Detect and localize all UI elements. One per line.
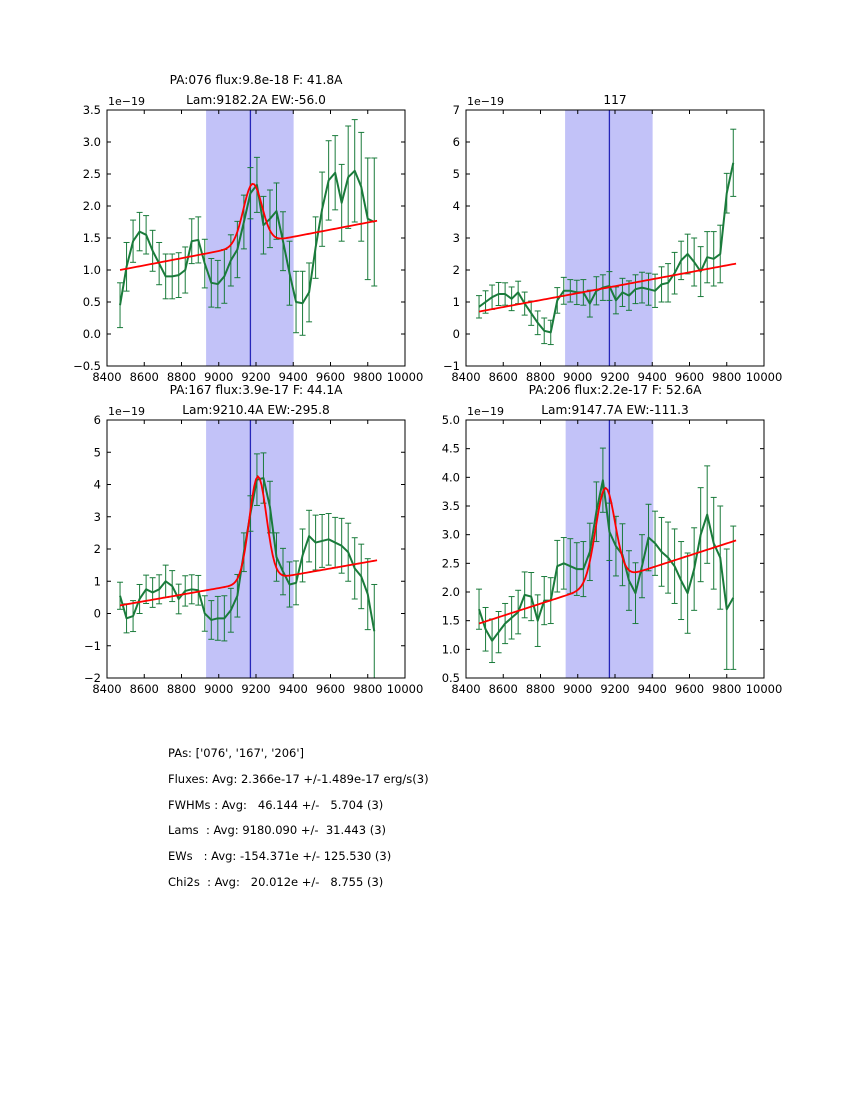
y-tick-label: 4 <box>452 199 460 213</box>
x-tick-label: 10000 <box>745 682 783 696</box>
y-tick-label: 6 <box>93 413 101 427</box>
x-tick-label: 9400 <box>278 682 308 696</box>
stats-line-ews: EWs : Avg: -154.371e +/- 125.530 (3) <box>168 849 392 864</box>
y-tick-label: 7 <box>452 103 460 117</box>
subplot-title: PA:167 flux:3.9e-17 F: 44.1A <box>169 383 343 397</box>
x-tick-label: 8400 <box>451 370 481 384</box>
subplot-pa167-chart <box>52 372 427 708</box>
axis-offset-label: 1e−19 <box>108 405 145 418</box>
y-tick-label: 1.5 <box>82 231 101 245</box>
x-tick-label: 9000 <box>563 370 593 384</box>
subplot-pa076 <box>52 62 427 400</box>
x-tick-label: 8400 <box>451 682 481 696</box>
y-tick-label: 2.0 <box>82 199 101 213</box>
subplot-title: Lam:9182.2A EW:-56.0 <box>186 93 326 107</box>
y-tick-label: 0 <box>93 606 101 621</box>
subplot-pa167 <box>52 372 427 712</box>
x-tick-label: 9200 <box>600 370 630 384</box>
x-tick-label: 9200 <box>241 682 271 696</box>
x-tick-label: 9200 <box>241 370 271 384</box>
subplot-title: Lam:9147.7A EW:-111.3 <box>541 403 689 417</box>
y-tick-label: 2 <box>452 263 460 277</box>
y-tick-label: 3 <box>452 231 460 245</box>
x-tick-label: 8600 <box>129 682 159 696</box>
x-tick-label: 9600 <box>674 370 705 384</box>
y-tick-label: 2.0 <box>441 585 460 599</box>
subplot-title: PA:206 flux:2.2e-17 F: 52.6A <box>528 383 702 397</box>
y-tick-label: 3.0 <box>82 135 101 149</box>
stats-line-fwhms: FWHMs : Avg: 46.144 +/- 5.704 (3) <box>168 797 384 812</box>
x-tick-label: 9000 <box>204 682 234 696</box>
x-tick-label: 10000 <box>386 682 424 696</box>
y-tick-label: 4 <box>93 477 101 492</box>
y-tick-label: 0.5 <box>441 671 460 685</box>
x-tick-label: 9600 <box>315 682 346 696</box>
stats-line-chi2s: Chi2s : Avg: 20.012e +/- 8.755 (3) <box>168 874 384 889</box>
y-tick-label: 1 <box>93 574 101 589</box>
axis-offset-label: 1e−19 <box>108 95 145 108</box>
stats-line-lams: Lams : Avg: 9180.090 +/- 31.443 (3) <box>168 823 387 838</box>
y-tick-label: −1 <box>443 359 460 373</box>
y-tick-label: 1.0 <box>82 263 101 277</box>
x-tick-label: 9400 <box>637 682 667 696</box>
x-tick-label: 9800 <box>353 682 383 696</box>
subplot-pa206-chart <box>411 372 786 708</box>
y-tick-label: 3.5 <box>441 499 460 513</box>
x-tick-label: 8800 <box>166 370 197 384</box>
x-tick-label: 9000 <box>204 370 234 384</box>
stats-line-fluxes: Fluxes: Avg: 2.366e-17 +/-1.489e-17 erg/s(3) <box>168 771 429 786</box>
y-tick-label: 1.5 <box>441 613 460 628</box>
y-tick-label: 3.0 <box>441 527 460 542</box>
y-tick-label: 5 <box>93 445 101 460</box>
x-tick-label: 9200 <box>600 682 630 696</box>
y-tick-label: 0 <box>452 327 460 341</box>
stats-line-pas: PAs: ['076', '167', '206'] <box>168 746 305 760</box>
y-tick-label: 2.5 <box>441 556 460 571</box>
y-tick-label: 2 <box>93 542 101 556</box>
y-tick-label: 0.5 <box>82 295 101 309</box>
y-tick-label: 0.0 <box>82 327 101 341</box>
subplot-117-chart <box>411 62 786 396</box>
x-tick-label: 8800 <box>166 682 197 696</box>
axis-offset-label: 1e−19 <box>467 405 504 418</box>
y-tick-label: 4.5 <box>441 441 460 456</box>
y-tick-label: 6 <box>452 135 460 149</box>
x-tick-label: 9600 <box>315 370 346 384</box>
axis-offset-label: 1e−19 <box>467 95 504 108</box>
x-tick-label: 9800 <box>712 682 742 696</box>
y-tick-label: −1 <box>84 638 101 653</box>
y-tick-label: 3 <box>93 509 101 524</box>
y-tick-label: 1 <box>452 295 460 309</box>
subplot-title: PA:076 flux:9.8e-18 F: 41.8A <box>169 73 343 87</box>
subplot-title: Lam:9210.4A EW:-295.8 <box>182 403 330 417</box>
x-tick-label: 8800 <box>525 370 556 384</box>
x-tick-label: 8400 <box>92 370 122 384</box>
y-tick-label: 1.0 <box>441 642 460 657</box>
x-tick-label: 9600 <box>674 682 705 696</box>
x-tick-label: 10000 <box>745 370 783 384</box>
subplot-pa206 <box>411 372 786 712</box>
y-tick-label: 2.5 <box>82 167 101 181</box>
x-tick-label: 8800 <box>525 682 556 696</box>
subplot-title: 117 <box>603 93 627 107</box>
x-tick-label: 9400 <box>637 370 667 384</box>
x-tick-label: 9800 <box>712 370 742 384</box>
y-tick-label: 4.0 <box>441 470 460 485</box>
x-tick-label: 8400 <box>92 682 122 696</box>
subplot-117 <box>411 62 786 400</box>
y-tick-label: 5.0 <box>441 413 460 427</box>
x-tick-label: 8600 <box>129 370 159 384</box>
x-tick-label: 9400 <box>278 370 308 384</box>
y-tick-label: −0.5 <box>73 359 101 373</box>
stats-panel <box>168 741 429 896</box>
x-tick-label: 8600 <box>488 370 518 384</box>
y-tick-label: 3.5 <box>82 103 101 117</box>
y-tick-label: −2 <box>84 671 101 685</box>
x-tick-label: 10000 <box>386 370 424 384</box>
x-tick-label: 9800 <box>353 370 383 384</box>
y-tick-label: 5 <box>452 167 460 181</box>
x-tick-label: 8600 <box>488 682 518 696</box>
subplot-pa076-chart <box>52 62 427 396</box>
x-tick-label: 9000 <box>563 682 593 696</box>
